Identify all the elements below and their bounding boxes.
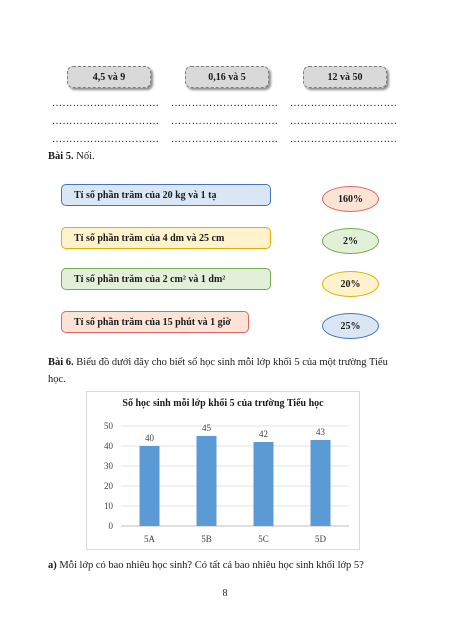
- answer-line: ………………………….: [52, 116, 159, 127]
- data-label: 43: [316, 427, 325, 437]
- exercise-6-text: [48, 354, 408, 371]
- match-right-4[interactable]: 25%: [322, 313, 379, 339]
- chart-title: Số học sinh mỗi lớp khối 5 của trường Tiểu học: [122, 398, 324, 409]
- chart-plot: [87, 392, 359, 549]
- match-right-3[interactable]: 20%: [322, 271, 379, 297]
- match-left-2[interactable]: Tỉ số phần trăm của 4 dm và 25 cm: [61, 227, 271, 249]
- bar-5c: [254, 442, 274, 526]
- x-tick-label: 5D: [315, 534, 326, 544]
- answer-line: ………………………….: [171, 134, 278, 145]
- answer-line: ………………………….: [171, 116, 278, 127]
- data-label: 40: [145, 433, 154, 443]
- ratio-pill-2: 0,16 và 5: [185, 66, 269, 88]
- question-a-text: Mỗi lớp có bao nhiêu học sinh? Có tất cả bao nhiêu học sinh khối lớp 5?: [59, 560, 364, 571]
- x-tick-label: 5C: [258, 534, 269, 544]
- y-tick-label: 30: [104, 461, 113, 471]
- match-left-3[interactable]: [61, 268, 271, 290]
- answer-line: ………………………….: [290, 98, 397, 109]
- data-label: 42: [259, 429, 268, 439]
- match-left-4[interactable]: Tỉ số phần trăm của 15 phút và 1 giờ: [61, 311, 249, 333]
- answer-line: ………………………….: [290, 134, 397, 145]
- data-label: 45: [202, 423, 211, 433]
- exercise-6-text-cont: học.: [48, 374, 66, 385]
- y-tick-label: 20: [104, 481, 113, 491]
- exercise-5-number: Bài 5.: [48, 151, 74, 162]
- question-a: [48, 557, 364, 574]
- x-tick-label: 5B: [201, 534, 212, 544]
- x-tick-label: 5A: [144, 534, 155, 544]
- bar-5a: [140, 446, 160, 526]
- y-tick-label: 50: [104, 421, 113, 431]
- y-tick-label: 40: [104, 441, 113, 451]
- exercise-5-instruction: Nối.: [76, 151, 95, 162]
- answer-line: ………………………….: [290, 116, 397, 127]
- exercise-6-line1: Biểu đồ dưới đây cho biết số học sinh mỗi lớp khối 5 của một trường Tiểu: [76, 357, 388, 368]
- page-number: 8: [222, 588, 228, 599]
- match-left-1[interactable]: Tỉ số phần trăm của 20 kg và 1 tạ: [61, 184, 271, 206]
- bar-5d: [311, 440, 331, 526]
- bar-chart: [86, 391, 360, 550]
- match-right-2[interactable]: 2%: [322, 228, 379, 254]
- match-left-3-text: Tỉ số phần trăm của 2 cm² và 1 dm²: [74, 273, 226, 285]
- y-tick-label: 10: [104, 501, 113, 511]
- exercise-6-number: Bài 6.: [48, 357, 74, 368]
- exercise-5-heading: [48, 151, 95, 162]
- answer-line: ………………………….: [52, 98, 159, 109]
- answer-line: ………………………….: [52, 134, 159, 145]
- ratio-pill-1: 4,5 và 9: [67, 66, 151, 88]
- question-a-label: a): [48, 560, 57, 571]
- y-tick-label: 0: [108, 521, 113, 531]
- match-right-1[interactable]: 160%: [322, 186, 379, 212]
- answer-line: ………………………….: [171, 98, 278, 109]
- bar-5b: [197, 436, 217, 526]
- ratio-pill-3: 12 và 50: [303, 66, 387, 88]
